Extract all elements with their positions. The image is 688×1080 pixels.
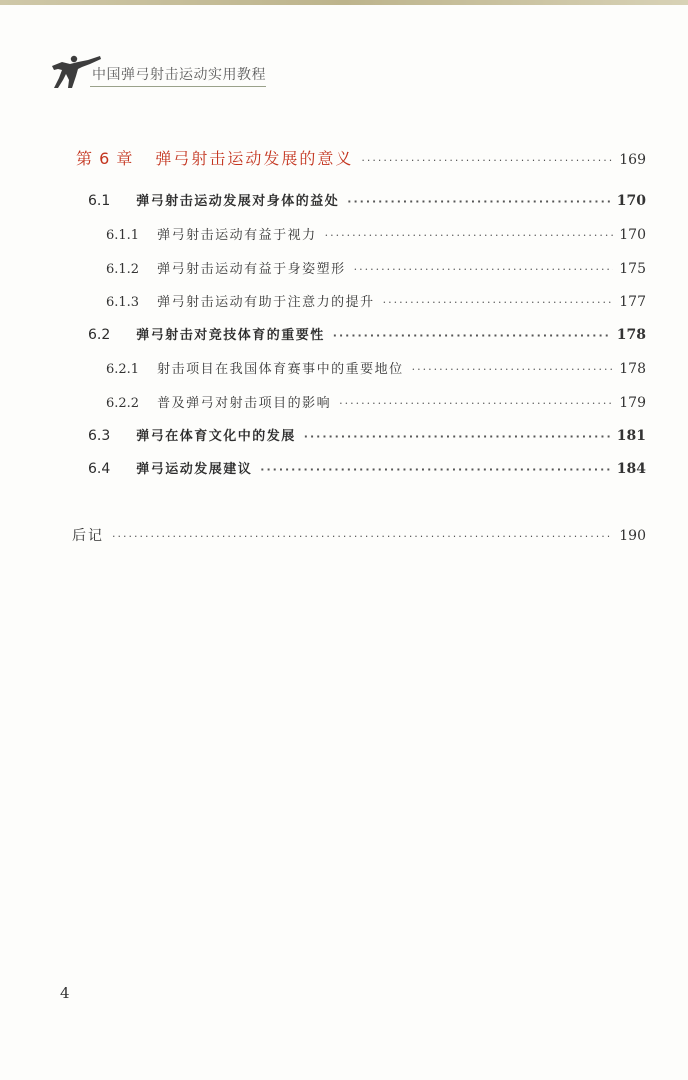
toc-entry-number: 6.1.3 (106, 295, 140, 310)
leader-dots (112, 525, 613, 549)
toc-subsection-6-2-1[interactable] (106, 357, 646, 381)
toc-entry-number: 6.4 (88, 461, 111, 477)
toc-entry-number: 6.1 (88, 193, 111, 209)
toc-entry-page: 175 (619, 261, 646, 277)
toc-subsection-6-1-3[interactable] (106, 290, 646, 314)
toc-entry-number: 6.3 (88, 428, 111, 444)
toc-entry-title: 弹弓射击运动发展对身体的益处 (136, 194, 340, 209)
toc-section-6-1[interactable] (88, 189, 646, 213)
toc-chapter-6[interactable] (76, 147, 646, 171)
toc-entry-page: 179 (619, 395, 646, 411)
toc-subsection-6-2-2[interactable] (106, 391, 646, 415)
toc-entry-page: 170 (616, 193, 646, 209)
toc-entry-title: 弹弓射击运动有助于注意力的提升 (157, 295, 375, 310)
toc-entry-title: 普及弹弓对射击项目的影响 (157, 396, 332, 411)
leader-dots (361, 149, 613, 173)
leader-dots (354, 258, 614, 282)
leader-dots (325, 224, 614, 248)
leader-dots (333, 324, 611, 348)
leader-dots (347, 190, 610, 214)
leader-dots (304, 425, 611, 449)
toc-entry-page: 181 (616, 428, 646, 444)
toc-entry-page: 178 (616, 327, 646, 343)
toc-afterword[interactable] (72, 524, 646, 548)
toc-entry-title: 后记 (72, 528, 104, 544)
toc-entry-number: 6.1.1 (106, 228, 140, 243)
toc-subsection-6-1-2[interactable] (106, 257, 646, 281)
leader-dots (412, 358, 614, 382)
toc-entry-title: 弹弓射击运动有益于身姿塑形 (157, 262, 346, 277)
toc-entry-title: 弹弓射击对竞技体育的重要性 (136, 328, 325, 343)
toc-entry-page: 170 (619, 227, 646, 243)
toc-entry-page: 178 (619, 361, 646, 377)
page-number: 4 (60, 984, 70, 1002)
leader-dots (260, 458, 610, 482)
book-title: 中国弹弓射击运动实用教程 (92, 67, 266, 83)
toc-section-6-4[interactable] (88, 457, 646, 481)
toc-entry-title: 弹弓射击运动发展的意义 (155, 149, 354, 168)
toc-entry-title: 弹弓运动发展建议 (136, 462, 253, 477)
toc-entry-number: 6.2.2 (106, 396, 140, 411)
toc-subsection-6-1-1[interactable] (106, 223, 646, 247)
toc-section-6-3[interactable] (88, 424, 646, 448)
toc-entry-page: 190 (619, 528, 646, 544)
toc-entry-title: 弹弓射击运动有益于视力 (157, 228, 317, 243)
toc-entry-title: 弹弓在体育文化中的发展 (136, 429, 296, 444)
leader-dots (383, 291, 614, 315)
toc-section-6-2[interactable] (88, 323, 646, 347)
toc-entry-title: 射击项目在我国体育赛事中的重要地位 (157, 362, 404, 377)
toc-entry-page: 169 (619, 152, 646, 168)
leader-dots (339, 392, 613, 416)
toc-entry-page: 184 (616, 461, 646, 477)
toc-entry-number: 6.2 (88, 327, 111, 343)
toc-entry-number: 6.1.2 (106, 262, 140, 277)
toc-entry-number: 第 6 章 (76, 149, 134, 168)
toc-entry-number: 6.2.1 (106, 362, 140, 377)
toc-entry-page: 177 (619, 294, 646, 310)
